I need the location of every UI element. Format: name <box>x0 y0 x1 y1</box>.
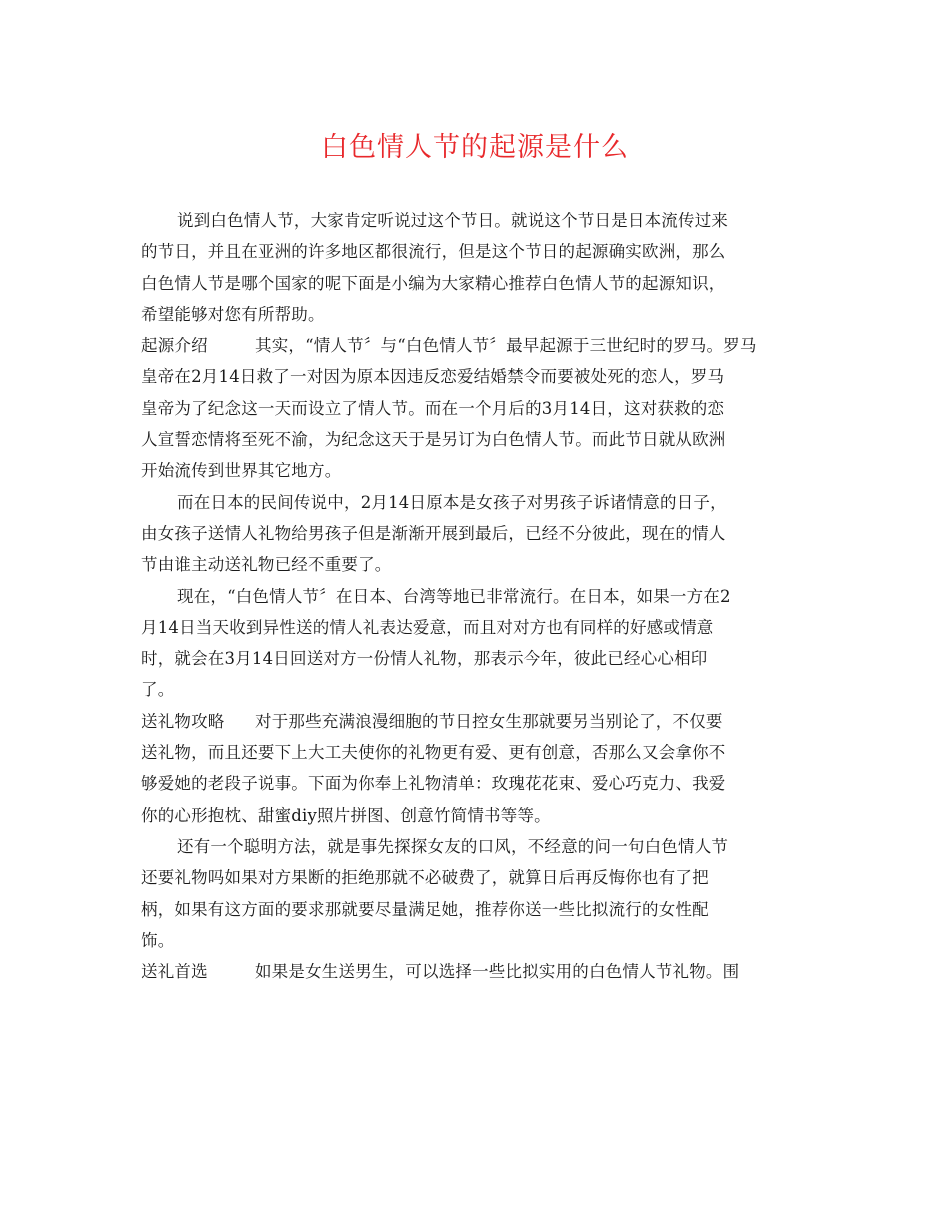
section-label-gift-guide: 送礼物攻略 <box>141 711 225 731</box>
text-line: 了。 <box>141 680 175 700</box>
section-line-origin <box>141 330 811 361</box>
text-line: 白色情人节是哪个国家的呢下面是小编为大家精心推荐白色情人节的起源知识， <box>141 273 726 293</box>
text-line: 还有一个聪明方法，就是事先探探女友的口风，不经意的问一句白色情人节 <box>177 836 729 856</box>
text-line: 的节日，并且在亚洲的许多地区都很流行，但是这个节日的起源确实欧洲，那么 <box>141 242 726 262</box>
text-line: 其实，“情人节〞与“白色情人节〞最早起源于三世纪时的罗马。罗马 <box>255 336 757 356</box>
section-line-gift-first <box>141 956 811 987</box>
text-line: 说到白色情人节，大家肯定听说过这个节日。就说这个节日是日本流传过来 <box>177 211 729 230</box>
text-line: 对于那些充满浪漫细胞的节日控女生那就要另当别论了，不仅要 <box>255 711 723 731</box>
text-line: 月14日当天收到异性送的情人礼表达爱意，而且对对方也有同样的好感或情意 <box>141 617 714 637</box>
text-line: 由女孩子送情人礼物给男孩子但是渐渐开展到最后，已经不分彼此，现在的情人 <box>141 523 726 543</box>
section-line-gift-guide <box>141 706 811 737</box>
text-line: 开始流传到世界其它地方。 <box>141 461 342 481</box>
text-line: 时，就会在3月14日回送对方一份情人礼物，那表示今年，彼此已经心心相印 <box>141 649 708 669</box>
document-body <box>141 205 811 987</box>
section-label-gift-first: 送礼首选 <box>141 962 208 982</box>
section-label-origin: 起源介绍 <box>141 336 208 356</box>
text-line: 你的心形抱枕、甜蜜diy照片拼图、创意竹简情书等等。 <box>141 805 551 825</box>
text-line: 皇帝在2月14日救了一对因为原本因违反恋爱结婚禁令而要被处死的恋人，罗马 <box>141 367 725 387</box>
page-title: 白色情人节的起源是什么 <box>321 132 629 163</box>
text-line: 送礼物，而且还要下上大工夫使你的礼物更有爱、更有创意，否那么又会拿你不 <box>141 743 726 763</box>
text-line: 现在，“白色情人节〞在日本、台湾等地已非常流行。在日本，如果一方在2 <box>177 586 731 606</box>
text-line: 希望能够对您有所帮助。 <box>141 304 325 324</box>
text-line: 还要礼物吗如果对方果断的拒绝那就不必破费了，就算日后再反悔你也有了把 <box>141 868 709 888</box>
text-line: 柄，如果有这方面的要求那就要尽量满足她，推荐你送一些比拟流行的女性配 <box>141 899 709 919</box>
text-line: 而在日本的民间传说中，2月14日原本是女孩子对男孩子诉诸情意的日子， <box>177 492 727 512</box>
text-line: 够爱她的老段子说事。下面为你奉上礼物清单：玫瑰花花束、爱心巧克力、我爱 <box>141 774 726 794</box>
text-line: 人宣誓恋情将至死不渝，为纪念这天于是另订为白色情人节。而此节日就从欧洲 <box>141 430 726 450</box>
text-line: 如果是女生送男生，可以选择一些比拟实用的白色情人节礼物。围 <box>255 962 740 982</box>
text-line: 饰。 <box>141 930 175 950</box>
text-line: 节由谁主动送礼物已经不重要了。 <box>141 555 392 575</box>
text-line: 皇帝为了纪念这一天而设立了情人节。而在一个月后的3月14日，这对获救的恋 <box>141 398 725 418</box>
